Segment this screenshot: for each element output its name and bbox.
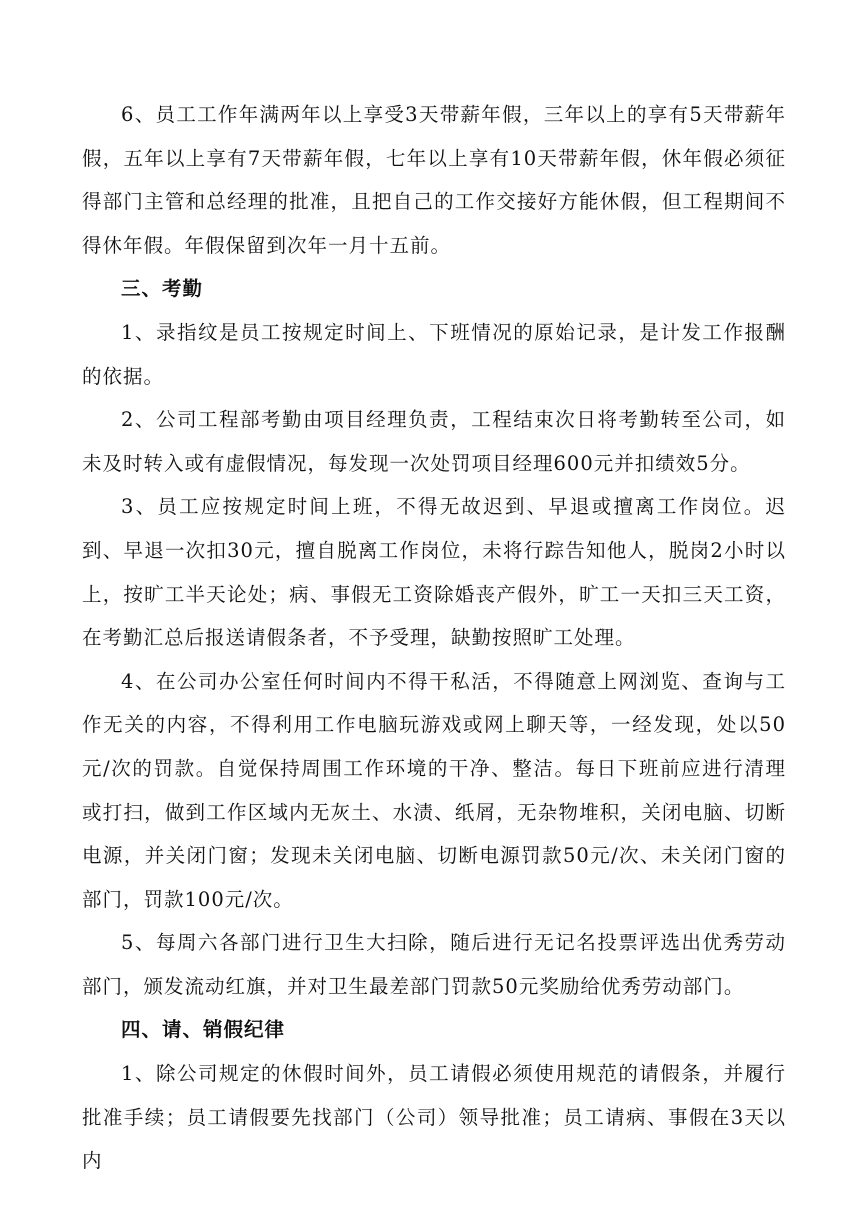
section-heading-leave-discipline: 四、请、销假纪律 [121,1018,286,1042]
paragraph-weekly-cleaning: 5、每周六各部门进行卫生大扫除，随后进行无记名投票评选出优秀劳动部门，颁发流动红旗，并对卫生最差部门罚款50元奖励给优秀劳动部门。 [82,931,786,998]
paragraph-annual-leave: 6、员工工作年满两年以上享受3天带薪年假，三年以上的享有5天带薪年假，五年以上享有7天带薪年假，七年以上享有10天带薪年假，休年假必须征得部门主管和总经理的批准，且把自己的工作交接好方能休假，但工程期间不得休年假。年假保留到次年一月十五前。 [82,103,786,257]
paragraph-lateness-rules: 3、员工应按规定时间上班，不得无故迟到、早退或擅离工作岗位。迟到、早退一次扣30元，擅自脱离工作岗位，未将行踪告知他人，脱岗2小时以上，按旷工半天论处；病、事假无工资除婚丧产假外，旷工一天扣三天工资，在考勤汇总后报送请假条者，不予受理，缺勤按照旷工处理。 [82,495,786,650]
paragraph-engineering-attendance: 2、公司工程部考勤由项目经理负责，工程结束次日将考勤转至公司，如未及时转入或有虚假情况，每发现一次处罚项目经理600元并扣绩效5分。 [82,408,786,475]
paragraph-leave-procedure: 1、除公司规定的休假时间外，员工请假必须使用规范的请假条，并履行批准手续；员工请假要先找部门（公司）领导批准；员工请病、事假在3天以内 [82,1062,786,1173]
paragraph-office-conduct: 4、在公司办公室任何时间内不得干私活，不得随意上网浏览、查询与工作无关的内容，不得利用工作电脑玩游戏或网上聊天等，一经发现，处以50元/次的罚款。自觉保持周围工作环境的干净、整洁。每日下班前应进行清理或打扫，做到工作区域内无灰土、水渍、纸屑，无杂物堆积，关闭电脑、切断电源，并关闭门窗；发现未关闭电脑、切断电源罚款50元/次、未关闭门窗的部门，罚款100元/次。 [82,669,786,911]
paragraph-fingerprint-record: 1、录指纹是员工按规定时间上、下班情况的原始记录，是计发工作报酬的依据。 [82,320,786,388]
section-heading-attendance: 三、考勤 [121,277,204,301]
